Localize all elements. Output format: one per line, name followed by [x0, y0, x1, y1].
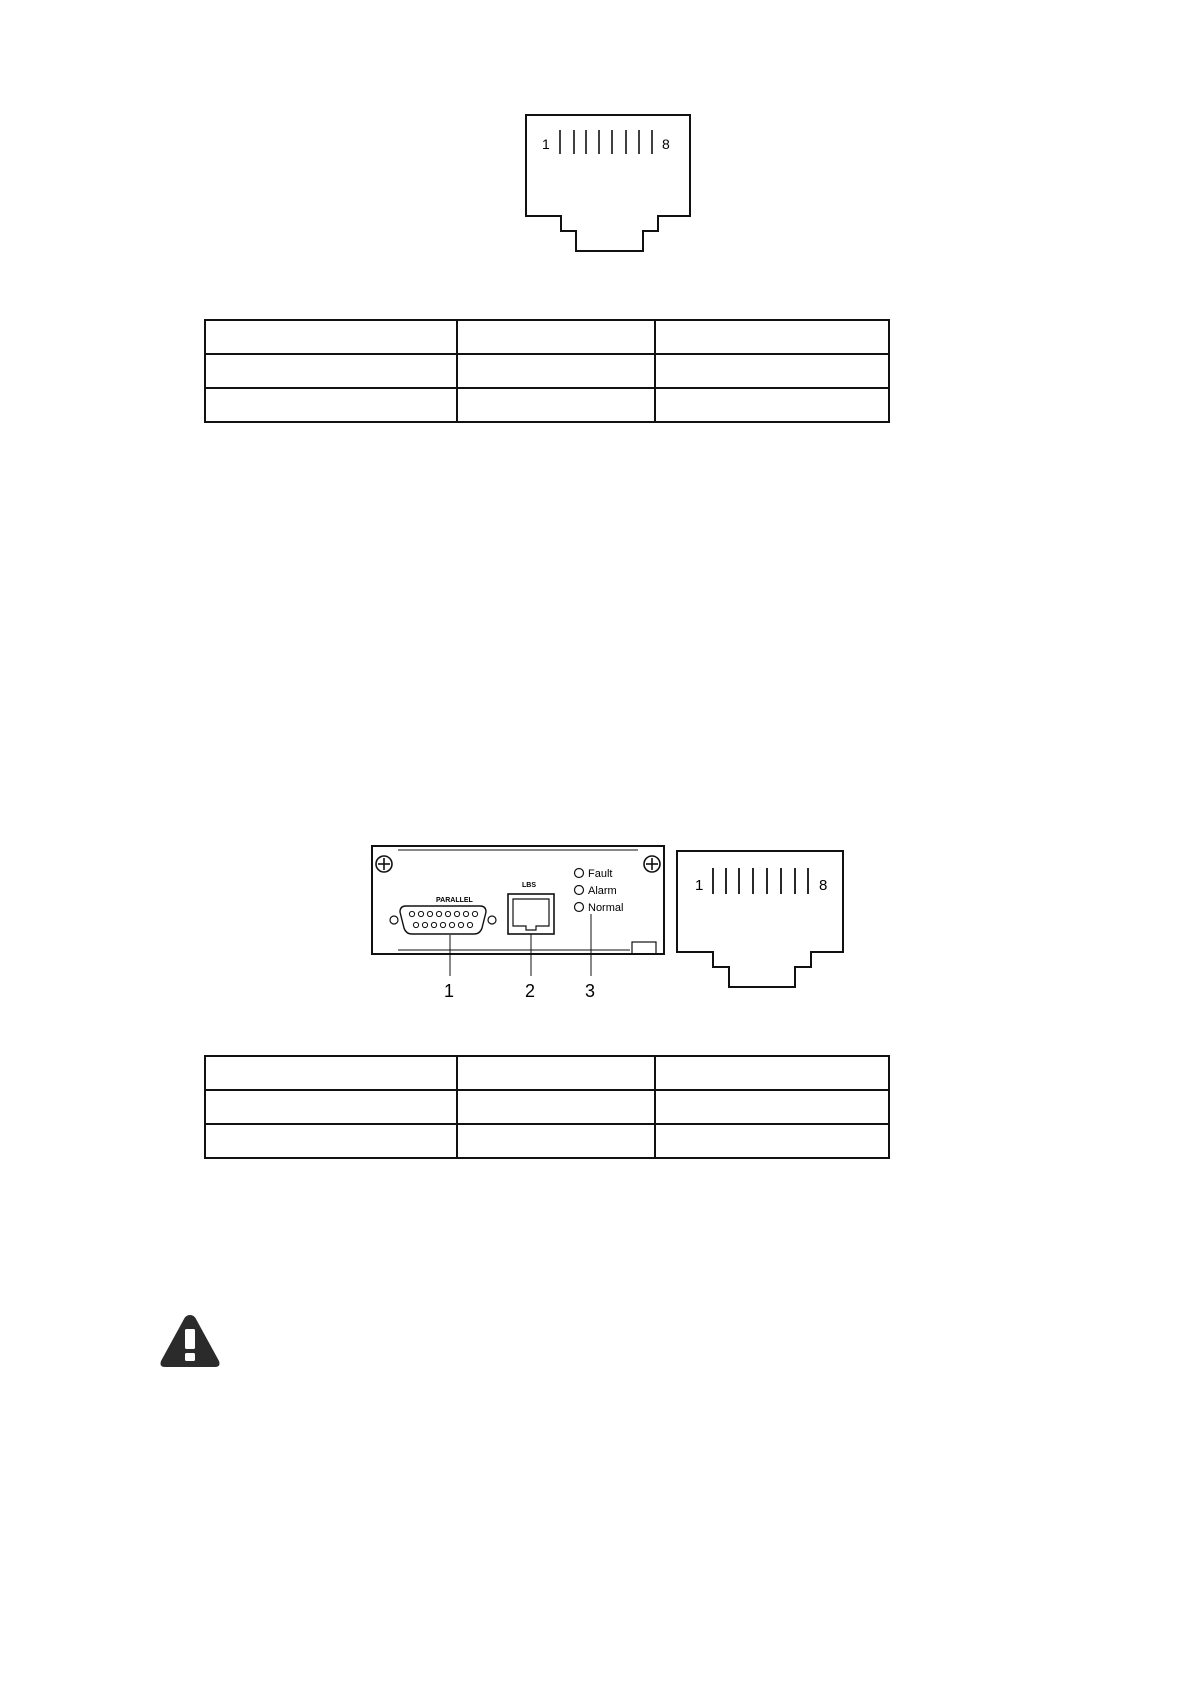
led-normal-label: Normal [588, 902, 624, 914]
led-fault-label: Fault [588, 868, 613, 880]
table-cell [205, 1124, 457, 1158]
table-cell [655, 354, 889, 388]
table-row [205, 388, 889, 422]
latch [632, 942, 656, 954]
table-row [205, 354, 889, 388]
table-cell [205, 354, 457, 388]
table-cell [205, 320, 457, 354]
table-cell [655, 1124, 889, 1158]
table-row [205, 1090, 889, 1124]
callout-2: 2 [525, 981, 536, 1001]
screw-icon [644, 856, 660, 872]
table-cell [457, 1056, 655, 1090]
pin-last-label: 8 [819, 877, 828, 894]
rj45-connector-top [520, 112, 696, 254]
pin-first-label: 1 [542, 136, 550, 152]
table-row [205, 320, 889, 354]
pin-table-bottom [204, 1055, 890, 1159]
led-alarm [575, 885, 617, 897]
table-cell [655, 1056, 889, 1090]
table-row [205, 1124, 889, 1158]
parallel-port [390, 906, 496, 934]
table-cell [205, 388, 457, 422]
pin-first-label: 1 [695, 877, 704, 894]
table-cell [655, 320, 889, 354]
pin-last-label: 8 [662, 136, 670, 152]
table-cell [655, 1090, 889, 1124]
callout-3: 3 [585, 981, 596, 1001]
led-alarm-label: Alarm [588, 885, 617, 897]
callout-1: 1 [444, 981, 455, 1001]
screw-icon [376, 856, 392, 872]
pin-table-top [204, 319, 890, 423]
led-fault [575, 868, 613, 880]
led-normal [575, 902, 624, 914]
table-row [205, 1056, 889, 1090]
pin-contacts [560, 130, 652, 154]
table-cell [457, 320, 655, 354]
table-cell [205, 1056, 457, 1090]
parallel-card-panel [368, 842, 670, 1004]
table-cell [457, 388, 655, 422]
table-cell [655, 388, 889, 422]
rj45-connector-bottom [673, 848, 849, 990]
pin-contacts [713, 868, 808, 894]
lbs-port-label: LBS [522, 882, 536, 889]
parallel-port-label: PARALLEL [436, 897, 473, 904]
table-cell [457, 1124, 655, 1158]
table-cell [205, 1090, 457, 1124]
warning-icon [158, 1312, 222, 1370]
lbs-port [508, 894, 554, 934]
table-cell [457, 354, 655, 388]
table-cell [457, 1090, 655, 1124]
